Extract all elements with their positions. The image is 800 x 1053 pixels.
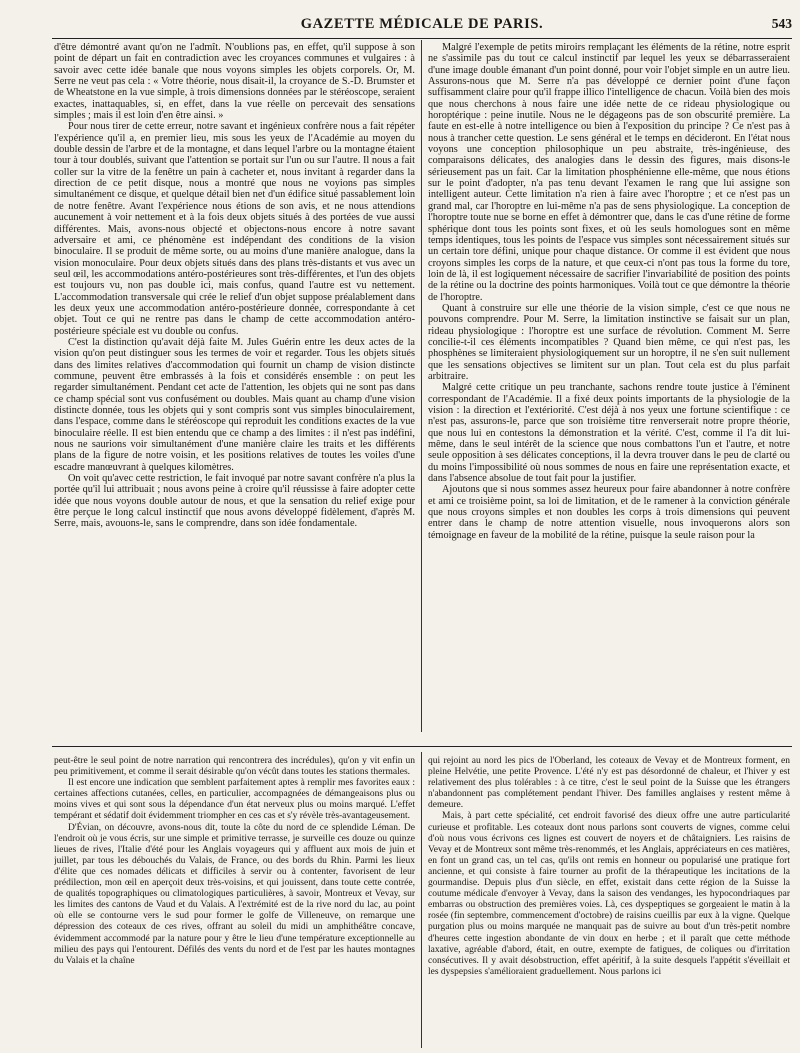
paragraph: d'être démontré avant qu'on ne l'admît. N'oublions pas, en effet, qu'il suppose à son point de départ un fait en contradiction avec les croyances communes et vulgaires : à savoir avec cette idée banale que nous voyons simples les objets corporels. Or, M. Serre ne veut pas cela : « Votre théorie, nous disait-il, la croyance de S.-D. Brumster et de Wheatstone en la vue simple, à trois dimensions données par le stéréoscope, seraient exactes, inattaquables, si, en effet, dans la vue réelle on percevait des sensations simples ; mais il est loin d'en être ainsi. » (54, 42, 415, 122)
paragraph: Quant à construire sur elle une théorie de la vision simple, c'est ce que nous ne pouvons comprendre. Pour M. Serre, la limitation instinctive se faisait sur un plan, rideau physiologique : l'horoptre est une surface de révolution. Comment M. Serre concilie-t-il ces éléments incompatibles ? Quand bien même, ce qui n'est pas, les phosphènes se limiteraient physiologiquement sur un horoptre, il ne s'en suit nullement que les sensations objectives se limitent sur un plan. Tout cela est du plus parfait arbitraire. (428, 302, 790, 382)
column-bottom-left (54, 756, 415, 1048)
paragraph: C'est la distinction qu'avait déjà faite M. Jules Guérin entre les deux actes de la vision qu'on peut distinguer sous les termes de voir et regarder. Tous les objets situés dans des limites relatives d'accommodation qui fournit un champ de vision distincte commune, peuvent être embrassés à la fois et considérés ensemble : on peut les regarder simultanément. Pendant cet acte de l'attention, les objets qui ne sont pas dans ce champ spécial sont vus confusément ou doubles. Mais quant au champ d'une vision distincte donnée, tous les objets qui y sont compris sont vus simples binoculairement, dans l'espace, comme dans le stéréoscope qui reproduit les conditions exactes de la vue binoculaire réelle. Il est bien entendu que ce champ a des limites : il n'est pas indéfini, nous ne saurions voir simultanément d'une manière claire les traits et les différents plans de la figure de notre voisin, et les positions relatives de toutes les voiles d'une escadre manœuvrant à quelques kilomètres. (54, 336, 415, 473)
paragraph: D'Évian, on découvre, avons-nous dit, toute la côte du nord de ce splendide Léman. De l'endroit où je vous écris, sur une simple et primitive terrasse, je surveille ces douze ou quinze lieues de rives, l'Italie d'été pour les Anglais voyageurs qui y affluent aux mois de juin et juillet, par tous les débouchés du Valais, de France, ou des bords du Rhin. Parmi les lieux d'élite que ces nomades délicats et difficiles à servir ou à contenter, favorisent de leur prédilection, mon œil en aperçoit deux très-voisins, et qui jouissent, dans toute cette contrée, de qualités topographiques ou climatologiques particulières, à savoir, Montreux et Vevay, sur les limites des cantons de Vaud et du Valais. A l'extrémité est de la rive nord du lac, au point où elle se contourne vers le sud pour former le golfe de Villeneuve, on remarque une dépression des coteaux de ces rives, offrant au soleil du midi un amphithéâtre concave, évidemment accommodé par la nature pour y être le lieu d'une température exceptionnelle au milieu des pays qui l'entourent. Défilés des vents du nord et de l'est par les hautes montagnes du Valais et la chaîne (54, 822, 415, 966)
paragraph: Ajoutons que si nous sommes assez heureux pour faire abandonner à notre confrère et ami ce troisième point, sa loi de limitation, et de le ramener à la conviction générale que nous croyons simples et non doubles les corps à trois dimensions qui peuvent entrer dans le champ de notre attention visuelle, nous invoquerons alors son témoignage en faveur de la mobilité de la rétine, puisque la seule raison pour la (428, 484, 790, 541)
paragraph: Malgré l'exemple de petits miroirs remplaçant les éléments de la rétine, notre esprit ne s'assimile pas du tout ce calcul instinctif par lequel les yeux se débarrasseraient d'une image double émanant d'un point donné, pour voir l'objet simple en un autre lieu. Assurons-nous que M. Serre n'a pas développé ce dernier point d'une façon suffisamment claire pour qu'il frappe illico l'intelligence de chacun. Voilà bien des mois que nous cherchons à nous faire une idée nette de ce rideau physiologique ou horoptérique : peine inutile. Nous ne le dégageons pas de son obscurité première. La faute en est-elle à notre intelligence ou bien à l'exposition du principe ? Ce n'est pas à nous à trancher cette question. Le sens général et le temps en décideront. En l'état nous voyons une conception philosophique un peu abstraite, très-ingénieuse, des comparaisons délicates, des analogies dans le dessin des figures, mais disons-le sérieusement pas un fait. Car la limitation phosphénienne elle-même, que nous étions sur le point d'adopter, n'a pas tenu devant l'examen le rang que lui assigne son intelligent auteur. Cette limitation n'a rien à faire avec l'horoptre ; et ce n'est pas un grand mal, car l'horoptre en lui-même n'a pas de sens physiologique. La conception de l'horoptre toute nue se borne en effet à démontrer que, dans le cas d'une rétine de forme sphérique dont tous les points sont fixes, et où les seuls homologues sont en même temps identiques, tous les points de l'espace vus simples sont nécessairement situés sur un certain tore défini, unique pour chaque distance. Or comme il est évident que nous croyons simples les corps de la nature, et que ceux-ci n'ont pas tous la forme du tore, loin de là, il est logiquement nécessaire de sacrifier l'invariabilité de position des points de la rétine ou la doctrine des points harmoniques. Voilà tout ce que démontre la théorie de l'horoptre. (428, 42, 790, 303)
page-header (52, 14, 792, 36)
column-divider-top (421, 40, 422, 732)
page-number: 543 (771, 16, 792, 31)
paragraph: On voit qu'avec cette restriction, le fait invoqué par notre savant confrère n'a plus la portée qu'il lui attribuait ; nous avons peine à croire qu'il réussisse à faire adopter cette idée que nous voyons double autour de nous, et que la sensation du relief exige pour être perçue le long calcul instinctif que nous avons développé fidèlement, d'après M. Serre, mais, avouons-le, sans le comprendre, dans son idée fondamentale. (54, 473, 415, 530)
paragraph: qui rejoint au nord les pics de l'Oberland, les coteaux de Vevay et de Montreux forment, en pleine Helvétie, une petite Provence. L'été n'y est pas désordonné de chaleur, et l'hiver y est relativement des plus tolérables : à ce titre, c'est le seul point de la Suisse que les étrangers n'abandonnent pas complétement pendant l'hiver. Des familles anglaises y restent même à demeure. (428, 756, 790, 811)
paragraph: Pour nous tirer de cette erreur, notre savant et ingénieux confrère nous a fait répéter l'expérience qu'il a, en premier lieu, mis sous les yeux de l'Académie au moyen du double dessin de l'arbre et de la montagne, et dans lequel l'arbre ou la montagne étaient tour à tour doublés, suivant que l'attention se portait sur l'un ou sur l'autre. Il nous a fait coller sur la vitre de la fenêtre un pain à cacheter et, nous invitant à regarder dans la direction de ce petit disque, nous a montré que nous ne voyions pas simples simultanément ce disque, et quelque détail bien net d'un édifice situé passablement loin de notre fenêtre. Avant l'expérience nous étions de son avis, et ne nous attendions aucunement à voir nettement et à la fois deux objets situés à des portées de vue aussi différentes. Mais, avons-nous objecté et objectons-nous encore à notre savant adversaire et ami, ce phénomène est indépendant des conditions de la vision binoculaire. Il se produit de même sorte, ou au moins d'une manière analogue, dans la vision monoculaire. Pour deux objets situés dans des plans très-distants et vus avec un seul œil, les accommodations antéro-postérieures sont très-différentes, et l'un des objets est toujours vu, non pas double ici, mais confus, quand l'autre est vu nettement. L'accommodation transversale qui crée le relief d'un objet suppose préalablement dans les deux yeux une accommodation antéro-postérieure donnée, correspondante à cet objet. Tout ce qui ne rentre pas dans le champ de cette accommodation antéro-postérieure spéciale est vu double ou confus. (54, 121, 415, 337)
section-divider (52, 746, 792, 747)
paragraph: peut-être le seul point de notre narration qui rencontrera des incrédules), qu'on y vit enfin un peu primitivement, et comme il serait désirable qu'on vécût dans toutes les stations thermales. (54, 756, 415, 778)
paragraph: Malgré cette critique un peu tranchante, sachons rendre toute justice à l'éminent correspondant de l'Académie. Il a fixé deux points importants de la physiologie de la vision : la direction et l'extériorité. C'est déjà à nos yeux une fortune scientifique : ce n'est pas, assurons-le, parce que son troisième titre renverserait notre propre théorie, que nous lui en contestons la démonstration et la vérité. C'est, comme il l'a dit lui-même, dans le seul intérêt de la science que nous combattons l'un et l'autre, et notre seule opposition à ses délicates conceptions, il la devra trouver dans le peu de clarté ou du moins l'impossibilité où nous sommes de nous en faire une représentation exacte, et dans l'absence absolue de tout fait pour la justifier. (428, 382, 790, 485)
journal-title: GAZETTE MÉDICALE DE PARIS. (300, 16, 544, 32)
column-top-right (428, 42, 790, 732)
paragraph: Il est encore une indication que semblent parfaitement aptes à remplir mes favorites eaux : certaines affections cutanées, celles, en particulier, accompagnées de démangeaisons plus ou moins vives et qui sont sous la dépendance d'un état nerveux plus ou moins marqué. L'effet tempérant et sédatif doit évidemment triompher en ces cas et s'y révèle très-avantageusement. (54, 778, 415, 822)
column-top-left (54, 42, 415, 732)
header-rule (52, 38, 792, 39)
paragraph: Mais, à part cette spécialité, cet endroit favorisé des dieux offre une autre particularité curieuse et profitable. Les coteaux dont nous parlons sont couverts de vignes, comme celui d'où nous vous écrivons ces lignes est couvert de noyers et de châtaigniers. Les raisins de Vevay et de Montreux sont même très-renommés, et les Anglais, appréciateurs en ces matières, en font un grand cas, un tel cas, qu'ils ont remis en honneur ou popularisé une pratique fort ancienne, et qui consiste à faire tourner au profit de la thérapeutique les incitations de la gourmandise. Depuis plus d'un siècle, en effet, existait dans cette région de la Suisse la coutume médicale d'envoyer à Vevay, dans la saison des vendanges, les hypocondriaques par embarras ou obstruction des premières voies. Là, ces dyspeptiques se gorgeaient le matin à la rosée (fin septembre, commencement d'octobre) de raisins cueillis par eux à la vigne. Quelque purgation plus ou moins marquée ne manquait pas de suivre au bout d'un très-petit nombre d'heures cette ingestion abondante de vin doux en herbe ; et il paraît que cette méthode laxative, agréable d'abord, était, en outre, exempte de fatigues, de coliques ou d'irritation consécutives. Il y avait désobstruction, effet apéritif, à la suite desquels l'appétit s'éveillait et les dyspepsies s'amélioraient graduellement. Nous parlons ici (428, 811, 790, 977)
column-bottom-right (428, 756, 790, 1048)
column-divider-bottom (421, 752, 422, 1048)
